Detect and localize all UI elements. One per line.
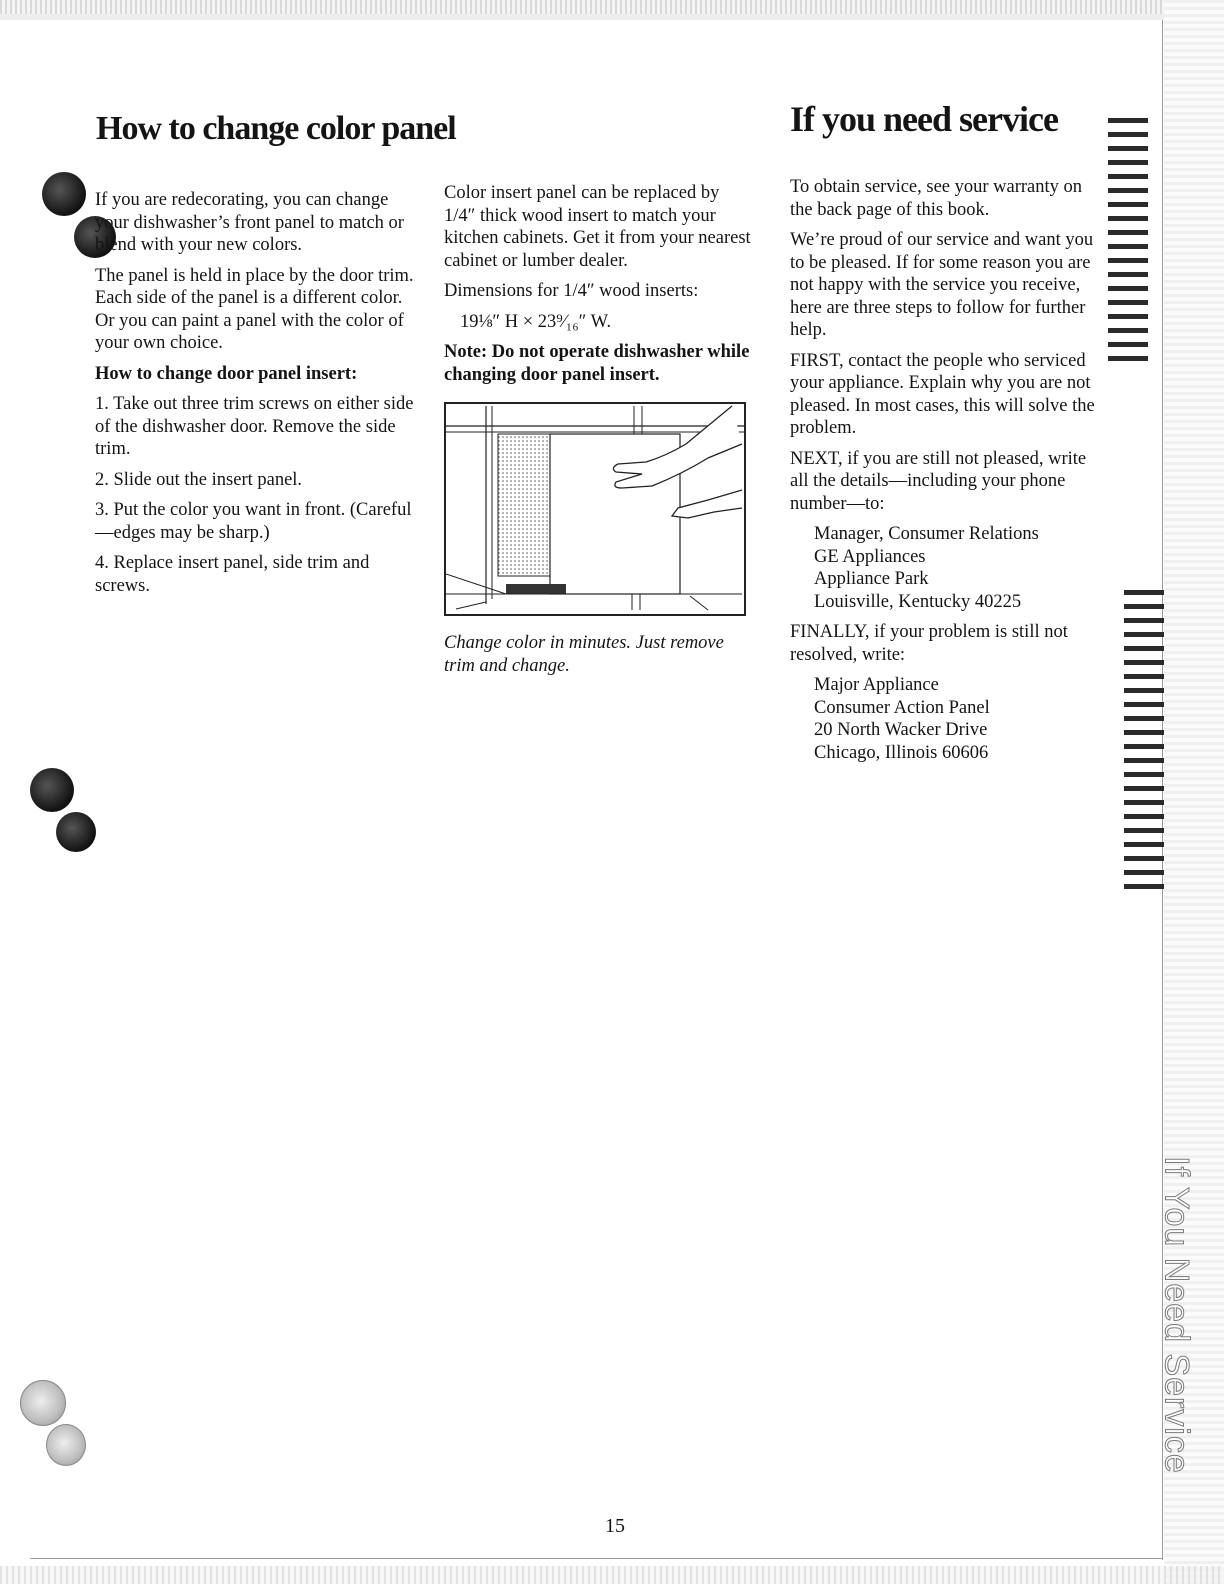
wood-insert-paragraph: Color insert panel can be replaced by 1/4″ thick wood insert to match your kitchen cabinets. Get it from your nearest cabinet or lumber dealer. [444, 183, 751, 271]
binder-hole-icon [42, 172, 86, 216]
scan-artifact-top [0, 0, 1224, 14]
thumb-index-marks [1108, 118, 1148, 370]
side-tab-label: If You Need Service [1157, 1156, 1196, 1474]
door-panel-drawing-icon [446, 404, 744, 614]
column-wood-insert [444, 182, 754, 685]
consumer-relations-address [814, 523, 1100, 613]
step-item: 2. Slide out the insert panel. [95, 469, 303, 490]
first-step-paragraph: FIRST, contact the people who serviced your appliance. Explain why you are not pleased. In most cases, this will solve the problem. [790, 350, 1095, 438]
step-item: 1. Take out three trim screws on either side of the dishwasher door. Remove the side trim. [95, 394, 414, 459]
scan-artifact-bottom [0, 1566, 1224, 1584]
dishwasher-door-illustration [444, 402, 746, 616]
next-step-paragraph: NEXT, if you are still not pleased, write all the details—including your phone number—to: [790, 448, 1087, 514]
binder-hole-icon [30, 768, 74, 812]
intro-paragraph: If you are redecorating, you can change your dishwasher’s front panel to match or blend with your new colors. [95, 190, 404, 255]
column-service-info [790, 176, 1100, 772]
panel-paragraph: The panel is held in place by the door trim. Each side of the panel is a different color. Or you can paint a panel with the color of your own choice. [95, 265, 414, 353]
warranty-paragraph: To obtain service, see your warranty on the back page of this book. [790, 177, 1083, 220]
illustration-caption: Change color in minutes. Just remove trim and change. [444, 633, 724, 676]
address-line: Chicago, Illinois 60606 [814, 742, 989, 763]
column-color-panel-instructions [95, 189, 415, 605]
dimensions-value: 19⅛″ H × 23⁹⁄₁₆″ W. [460, 311, 612, 332]
consumer-action-panel-address [814, 674, 1100, 764]
safety-note: Note: Do not operate dishwasher while changing door panel insert. [444, 342, 750, 385]
finally-step-paragraph: FINALLY, if your problem is still not resolved, write: [790, 622, 1068, 665]
step-item: 3. Put the color you want in front. (Careful—edges may be sharp.) [95, 500, 412, 543]
steps-subheading: How to change door panel insert: [95, 363, 358, 384]
address-line: GE Appliances [814, 546, 926, 567]
binder-hole-icon [56, 812, 96, 852]
section-title-color-panel: How to change color panel [96, 110, 456, 147]
binder-hole-icon [46, 1424, 86, 1466]
address-line: Major Appliance [814, 675, 939, 695]
address-line: Consumer Action Panel [814, 697, 990, 718]
address-line: Louisville, Kentucky 40225 [814, 591, 1022, 612]
proud-paragraph: We’re proud of our service and want you to be pleased. If for some reason you are not happy with the service you receive, here are three steps to follow for further help. [790, 230, 1094, 340]
address-line: Appliance Park [814, 569, 929, 589]
address-line: 20 North Wacker Drive [814, 720, 988, 740]
page-number: 15 [605, 1515, 625, 1537]
section-title-service: If you need service [790, 99, 1058, 139]
page-border-bottom [30, 1558, 1163, 1559]
binder-hole-icon [20, 1380, 66, 1426]
dimensions-label: Dimensions for 1/4″ wood inserts: [444, 281, 699, 301]
scan-artifact-top-band [0, 14, 1224, 20]
thumb-index-marks [1124, 590, 1164, 898]
step-item: 4. Replace insert panel, side trim and screws. [95, 553, 370, 596]
address-line: Manager, Consumer Relations [814, 524, 1039, 544]
